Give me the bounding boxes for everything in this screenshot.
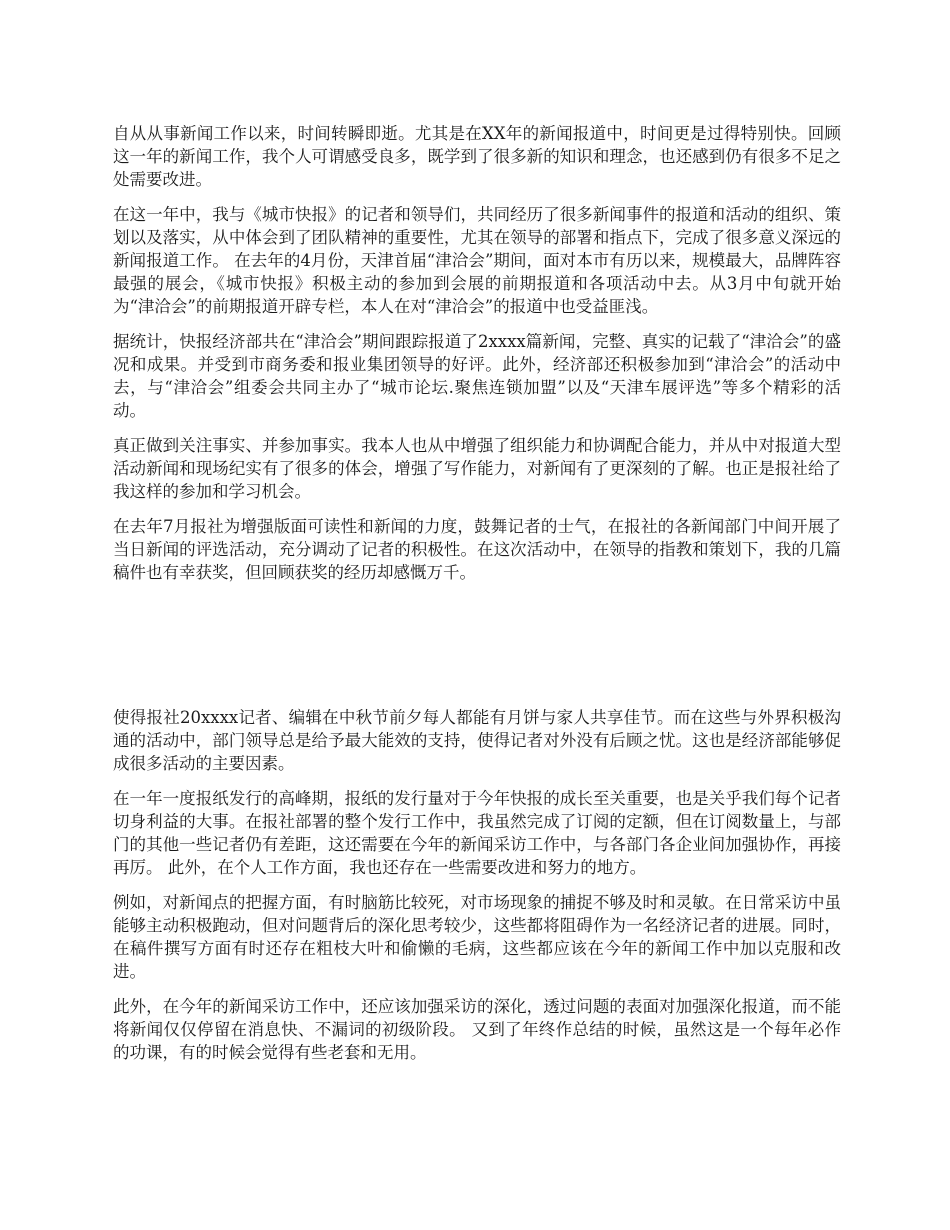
paragraph: 此外，在今年的新闻采访工作中，还应该加强采访的深化，透过问题的表面对加强深化报道，而不能将新闻仅仅停留在消息快、不漏词的初级阶段。 又到了年终作总结的时候，虽然这是一个每年必作的功课，有的时候会觉得有些老套和无用。 xyxy=(113,997,841,1062)
paragraph: 例如，对新闻点的把握方面，有时脑筋比较死，对市场现象的捕捉不够及时和灵敏。在日常采访中虽能够主动积极跑动，但对问题背后的深化思考较少，这些都将阻碍作为一名经济记者的进展。同时，在稿件撰写方面有时还存在粗枝大叶和偷懒的毛病，这些都应该在今年的新闻工作中加以克服和改进。 xyxy=(113,893,841,981)
paragraph: 使得报社20xxxx记者、编辑在中秋节前夕每人都能有月饼与家人共享佳节。而在这些与外界积极沟通的活动中，部门领导总是给予最大能效的支持，使得记者对外没有后顾之忧。这也是经济部能够促成很多活动的主要因素。 xyxy=(113,708,841,773)
paragraph: 在一年一度报纸发行的高峰期，报纸的发行量对于今年快报的成长至关重要，也是关乎我们每个记者切身利益的大事。在报社部署的整个发行工作中，我虽然完成了订阅的定额，但在订阅数量上，与部门的其他一些记者仍有差距，这还需要在今年的新闻采访工作中，与各部门各企业间加强协作，再接再厉。 此外，在个人工作方面，我也还存在一些需要改进和努力的地方。 xyxy=(113,789,841,877)
paragraph: 真正做到关注事实、并参加事实。我本人也从中增强了组织能力和协调配合能力，并从中对报道大型活动新闻和现场纪实有了很多的体会，增强了写作能力，对新闻有了更深刻的了解。也正是报社给了我这样的参加和学习机会。 xyxy=(113,436,841,501)
paragraph: 自从从事新闻工作以来，时间转瞬即逝。尤其是在XX年的新闻报道中，时间更是过得特别快。回顾这一年的新闻工作，我个人可谓感受良多，既学到了很多新的知识和理念，也还感到仍有很多不足之处需要改进。 xyxy=(113,124,841,189)
document-body xyxy=(113,122,841,1076)
paragraph: 在去年7月报社为增强版面可读性和新闻的力度，鼓舞记者的士气，在报社的各新闻部门中间开展了当日新闻的评选活动，充分调动了记者的积极性。在这次活动中，在领导的指教和策划下，我的几篇稿件也有幸获奖，但回顾获奖的经历却感慨万千。 xyxy=(113,517,841,582)
paragraph: 在这一年中，我与《城市快报》的记者和领导们，共同经历了很多新闻事件的报道和活动的组织、策划以及落实，从中体会到了团队精神的重要性，尤其在领导的部署和指点下，完成了很多意义深远的新闻报道工作。 在去年的4月份，天津首届“津洽会”期间，面对本市有历以来，规模最大，品牌阵容最强的展会，《城市快报》积极主动的参加到会展的前期报道和各项活动中去。从3月中旬就开始为“津洽会”的前期报道开辟专栏，本人在对“津洽会”的报道中也受益匪浅。 xyxy=(113,205,841,316)
section-gap xyxy=(113,596,841,706)
paragraph: 据统计，快报经济部共在“津洽会”期间跟踪报道了2xxxx篇新闻，完整、真实的记载了“津洽会”的盛况和成果。并受到市商务委和报业集团领导的好评。此外，经济部还积极参加到“津洽会”的活动中去，与“津洽会”组委会共同主办了“城市论坛.聚焦连锁加盟”以及“天津车展评选”等多个精彩的活动。 xyxy=(113,332,841,420)
